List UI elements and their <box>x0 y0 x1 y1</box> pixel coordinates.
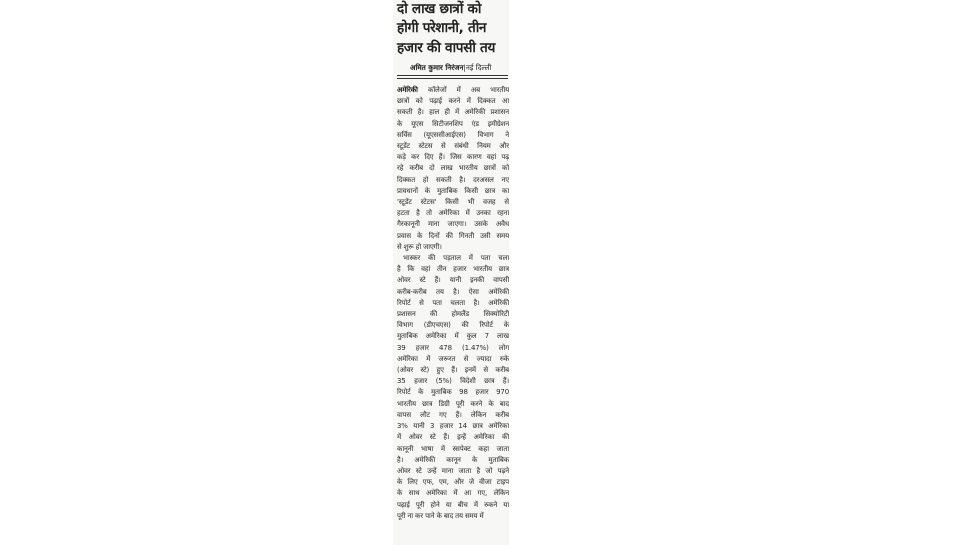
body-line: कानूनी भाषा में स्सपेक्ट कहा जाता <box>397 444 509 453</box>
body-line: से शुरू हो जाएगी। <box>397 242 442 251</box>
body-line: मुताबिक अमेरिका में कुल 7 लाख <box>397 332 509 341</box>
byline-author: अमित कुमार निरंजन <box>410 63 464 72</box>
body-line: 3% यानी 3 हजार 14 छात्र अमेरिका <box>397 422 509 431</box>
body-line: के साथ अमेरिका में आ गए, लेकिन <box>397 489 509 498</box>
headline-line: हजार की वापसी तय <box>397 39 496 56</box>
body-line: प्रवास के दिनों की गिनती उसी समय <box>397 231 509 240</box>
body-line: के लिए एफ, एम, और जे वीजा टाइप <box>397 478 509 487</box>
body-line: भास्कर की पड़ताल में पता चला <box>403 254 509 263</box>
body-line: 35 हजार (5%) विदेशी छात्र हैं। <box>397 377 509 386</box>
body-line: अमेरिका में जरूरत से ज्यादा रुके <box>397 354 509 363</box>
first-line-text: कॉलेजों में अब भारतीय <box>428 86 509 94</box>
body-line: रिपोर्ट के मुताबिक 98 हजार 970 <box>397 388 509 397</box>
body-line: गैरकानूनी माना जाएगा। उसके अवैध <box>397 220 509 229</box>
body-line: पढ़ाई पूरी होने या बीच में रुकने या <box>397 500 509 509</box>
body-line: 'स्टूडेंट स्टेटस' किसी भी वजह से <box>397 198 509 207</box>
body-line: कड़े कर दिए हैं। जिस कारण वहां पढ़ <box>397 153 509 162</box>
body-line: है। अमेरिकी कानून के मुताबिक <box>397 455 509 464</box>
body-line: के यूएस सिटीजनशिप एंड इमीग्रेशन <box>397 119 509 128</box>
byline-rule <box>397 75 508 76</box>
body-line: भारतीय छात्र डिग्री पूरी करने के बाद <box>397 399 509 408</box>
body-line: वापस लौट गए हैं। लेकिन करीब <box>397 410 509 419</box>
body-line: है कि वहां तीन हजार भारतीय छात्र <box>397 265 509 274</box>
body-line: रहे करीब दो लाख भारतीय छात्रों को <box>397 164 509 173</box>
dateline: अमेरिकी <box>397 86 418 94</box>
body-line: हटता है तो अमेरिका में उनका रहना <box>397 209 509 218</box>
body-line: विभाग (डीएचएस) की रिपोर्ट के <box>397 321 509 330</box>
headline <box>397 0 509 58</box>
headline-line: दो लाख छात्रों को <box>397 1 482 17</box>
body-line: प्रशासन की होमलैंड सिक्योरिटी <box>397 310 509 319</box>
article-body <box>397 85 509 522</box>
body-line: रिपोर्ट से पता चलता है। अमेरिकी <box>397 298 509 307</box>
body-line: दिक्कत हो सकती है। दरअसल नए <box>397 175 509 184</box>
body-line: 39 हजार 478 (1.47%) लोग <box>397 343 509 352</box>
body-line: स्टूडेंट स्टेटस से संबंधी नियम और <box>397 142 509 151</box>
byline-place: |नई दिल्ली <box>463 63 492 72</box>
body-line: ओवर स्टे उन्हें माना जाता है जो पढ़ने <box>397 466 509 475</box>
byline-rule <box>397 78 508 79</box>
body-line: छात्रों को पढ़ाई करने में दिक्कत आ <box>397 97 509 106</box>
body-line: में ओवर स्टे हैं। इन्हें अमेरिका की <box>397 433 509 442</box>
body-line: करीब-करीब तय है। ऐसा अमेरिकी <box>397 287 509 296</box>
body-line <box>397 85 509 96</box>
body-line: पूरी ना कर पाने के बाद तय समय में <box>397 511 484 520</box>
body-line: सर्विस (यूएससीआईएस) विभाग ने <box>397 130 509 139</box>
body-line: (ओवर स्टे) हुए हैं। इनमें से करीब <box>397 366 509 375</box>
headline-line: होगी परेशानी, तीन <box>397 20 487 37</box>
body-line: ओवर स्टे हैं। यानी इनकी वापसी <box>397 276 509 285</box>
body-line: प्रावधानों के मुताबिक किसी छात्र का <box>397 186 509 195</box>
byline <box>410 63 491 73</box>
body-line: सकती है। हाल ही में अमेरिकी प्रशासन <box>397 108 509 117</box>
